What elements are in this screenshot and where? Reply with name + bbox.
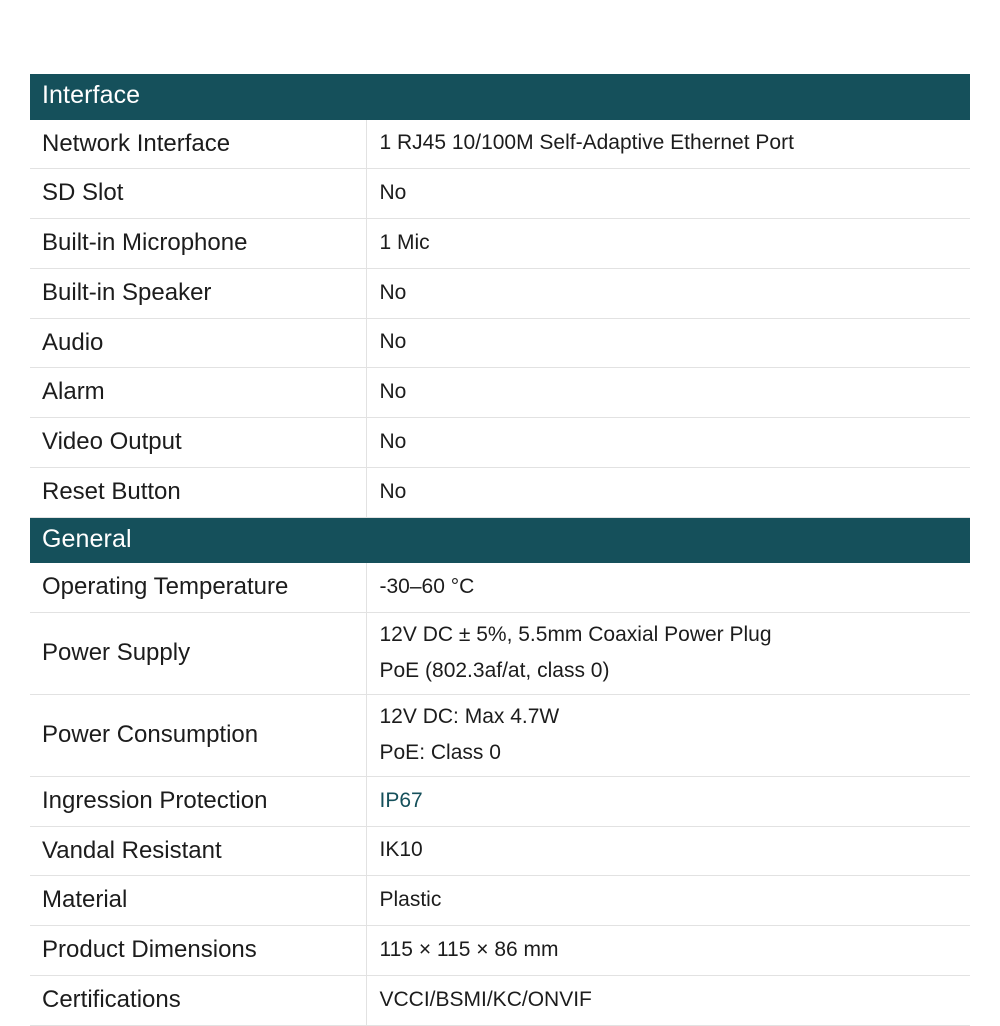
spec-value-text: No <box>379 380 407 404</box>
spec-value-text: 12V DC: Max 4.7W <box>379 704 560 728</box>
spec-label-cell: Reset Button <box>30 467 366 517</box>
spec-value-text: -30–60 °C <box>379 574 475 598</box>
table-row <box>30 120 970 169</box>
spec-label-cell: Power Supply <box>30 612 366 694</box>
spec-label-cell: Certifications <box>30 975 366 1025</box>
table-row <box>30 467 970 517</box>
table-row <box>30 219 970 269</box>
spec-value-cell <box>366 975 970 1025</box>
spec-value-cell <box>366 563 970 612</box>
spec-label-cell: Ingression Protection <box>30 776 366 826</box>
spec-value-text: PoE: Class 0 <box>379 740 501 764</box>
spec-value-cell <box>366 612 970 694</box>
table-row <box>30 826 970 876</box>
spec-value-cell <box>366 926 970 976</box>
section-header-label: Interface <box>30 74 970 120</box>
table-row <box>30 268 970 318</box>
table-row <box>30 418 970 468</box>
table-row <box>30 975 970 1025</box>
spec-value-cell <box>366 268 970 318</box>
spec-value-text: No <box>379 280 407 304</box>
spec-value-text: PoE (802.3af/at, class 0) <box>379 658 610 682</box>
section-header-row <box>30 517 970 563</box>
spec-label-cell: Built-in Speaker <box>30 268 366 318</box>
table-row <box>30 876 970 926</box>
table-row <box>30 776 970 826</box>
table-row <box>30 563 970 612</box>
spec-label-cell: Material <box>30 876 366 926</box>
section-header-label: General <box>30 517 970 563</box>
spec-label-cell: Power Consumption <box>30 694 366 776</box>
spec-value-cell <box>366 219 970 269</box>
spec-value-cell <box>366 368 970 418</box>
spec-value-cell <box>366 776 970 826</box>
spec-value-cell <box>366 120 970 169</box>
specification-table <box>30 74 970 1026</box>
spec-value-text: 1 RJ45 10/100M Self-Adaptive Ethernet Port <box>379 131 794 155</box>
spec-label-cell: Operating Temperature <box>30 563 366 612</box>
spec-label-cell: Vandal Resistant <box>30 826 366 876</box>
spec-label-cell: Built-in Microphone <box>30 219 366 269</box>
spec-label-cell: SD Slot <box>30 169 366 219</box>
spec-value-cell <box>366 418 970 468</box>
spec-value-text: No <box>379 429 407 453</box>
section-header-row <box>30 74 970 120</box>
table-row <box>30 169 970 219</box>
spec-value-text: 115 × 115 × 86 mm <box>379 937 559 961</box>
table-row <box>30 318 970 368</box>
spec-value-cell <box>366 318 970 368</box>
spec-label-cell: Network Interface <box>30 120 366 169</box>
spec-value-cell <box>366 694 970 776</box>
spec-value-text: Plastic <box>379 888 442 912</box>
spec-value-text: 1 Mic <box>379 230 430 254</box>
table-row <box>30 694 970 776</box>
table-row <box>30 368 970 418</box>
table-row <box>30 612 970 694</box>
spec-value-accent-text: IP67 <box>379 788 423 812</box>
spec-value-text: IK10 <box>379 838 423 862</box>
spec-value-text: No <box>379 181 407 205</box>
spec-label-cell: Product Dimensions <box>30 926 366 976</box>
spec-value-cell <box>366 826 970 876</box>
spec-label-cell: Video Output <box>30 418 366 468</box>
specification-sheet <box>30 74 970 1026</box>
specification-table-body <box>30 74 970 1025</box>
table-row <box>30 926 970 976</box>
spec-label-cell: Alarm <box>30 368 366 418</box>
spec-value-text: No <box>379 479 407 503</box>
spec-value-text: No <box>379 330 407 354</box>
spec-value-text: 12V DC ± 5%, 5.5mm Coaxial Power Plug <box>379 622 772 646</box>
spec-value-text: VCCI/BSMI/KC/ONVIF <box>379 987 592 1011</box>
spec-value-cell <box>366 876 970 926</box>
spec-label-cell: Audio <box>30 318 366 368</box>
spec-value-cell <box>366 467 970 517</box>
spec-value-cell <box>366 169 970 219</box>
